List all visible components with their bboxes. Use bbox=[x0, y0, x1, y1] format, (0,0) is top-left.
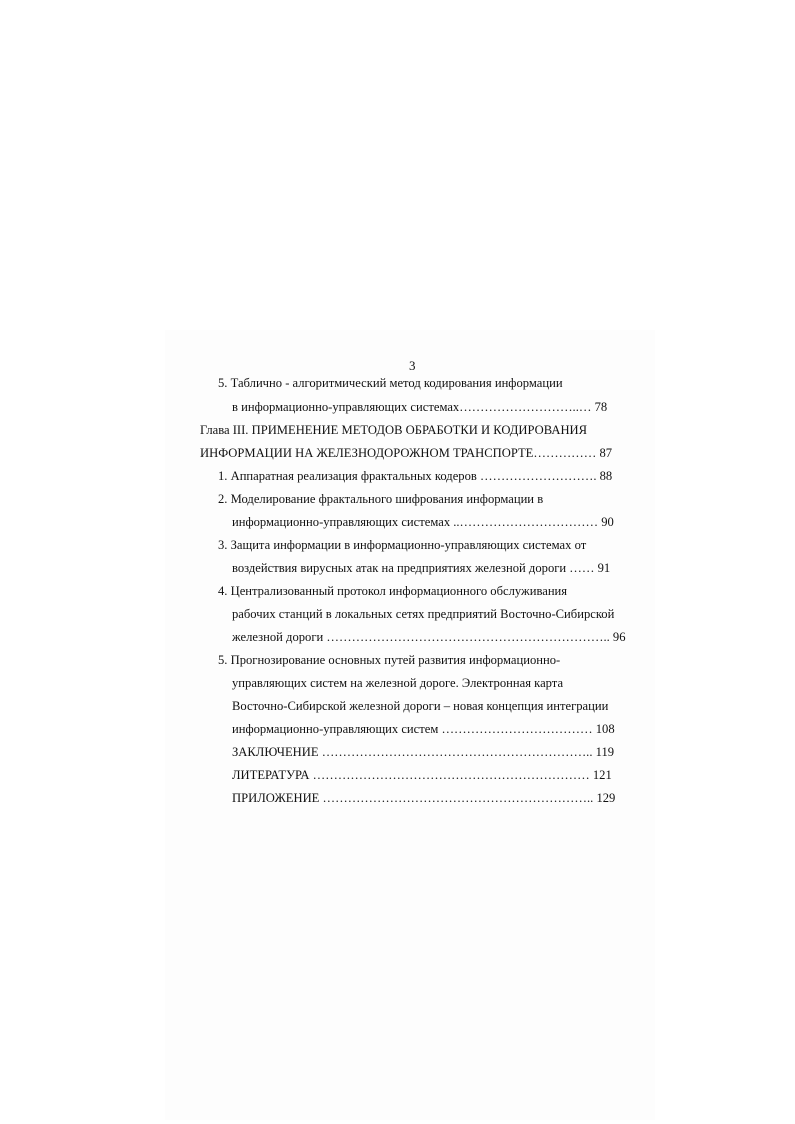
toc-entry-hardware: 1. Аппаратная реализация фрактальных кодеров ………………………. 88 bbox=[218, 469, 613, 483]
toc-entry-forecast-cont3: информационно-управляющих систем ……………………………… 108 bbox=[232, 722, 615, 736]
toc-entry-table-algorithmic-cont: в информационно-управляющих системах………………………..… 78 bbox=[232, 400, 608, 414]
toc-entry-protocol: 4. Централизованный протокол информационного обслуживания bbox=[218, 584, 568, 598]
toc-entry-modeling-cont: информационно-управляющих системах ..…………………………… 90 bbox=[232, 515, 614, 529]
toc-entry-forecast-cont2: Восточно-Сибирской железной дороги – новая концепция интеграции bbox=[232, 699, 609, 713]
toc-entry-appendix: ПРИЛОЖЕНИЕ ……………………………………………………….. 129 bbox=[232, 791, 616, 805]
toc-entry-forecast-cont1: управляющих систем на железной дороге. Электронная карта bbox=[232, 676, 564, 690]
toc-entry-protection-cont: воздействия вирусных атак на предприятиях железной дороги …… 91 bbox=[232, 561, 611, 575]
toc-entry-table-algorithmic: 5. Таблично - алгоритмический метод кодирования информации bbox=[218, 376, 563, 390]
toc-entry-protocol-cont2: железной дороги ………………………………………………………….. 96 bbox=[232, 630, 626, 644]
toc-entry-modeling: 2. Моделирование фрактального шифрования информации в bbox=[218, 492, 544, 506]
toc-entry-protection: 3. Защита информации в информационно-управляющих системах от bbox=[218, 538, 587, 552]
toc-entry-conclusion: ЗАКЛЮЧЕНИЕ ……………………………………………………….. 119 bbox=[232, 745, 615, 759]
page-number: 3 bbox=[409, 358, 416, 373]
toc-chapter-3-title-cont: ИНФОРМАЦИИ НА ЖЕЛЕЗНОДОРОЖНОМ ТРАНСПОРТЕ…………… 87 bbox=[200, 446, 613, 460]
toc-chapter-3-title: Глава III. ПРИМЕНЕНИЕ МЕТОДОВ ОБРАБОТКИ И КОДИРОВАНИЯ bbox=[200, 423, 588, 437]
toc-entry-literature: ЛИТЕРАТУРА ………………………………………………………… 121 bbox=[232, 768, 612, 782]
toc-entry-forecast: 5. Прогнозирование основных путей развития информационно- bbox=[218, 653, 561, 667]
toc-entry-protocol-cont1: рабочих станций в локальных сетях предприятий Восточно-Сибирской bbox=[232, 607, 615, 621]
